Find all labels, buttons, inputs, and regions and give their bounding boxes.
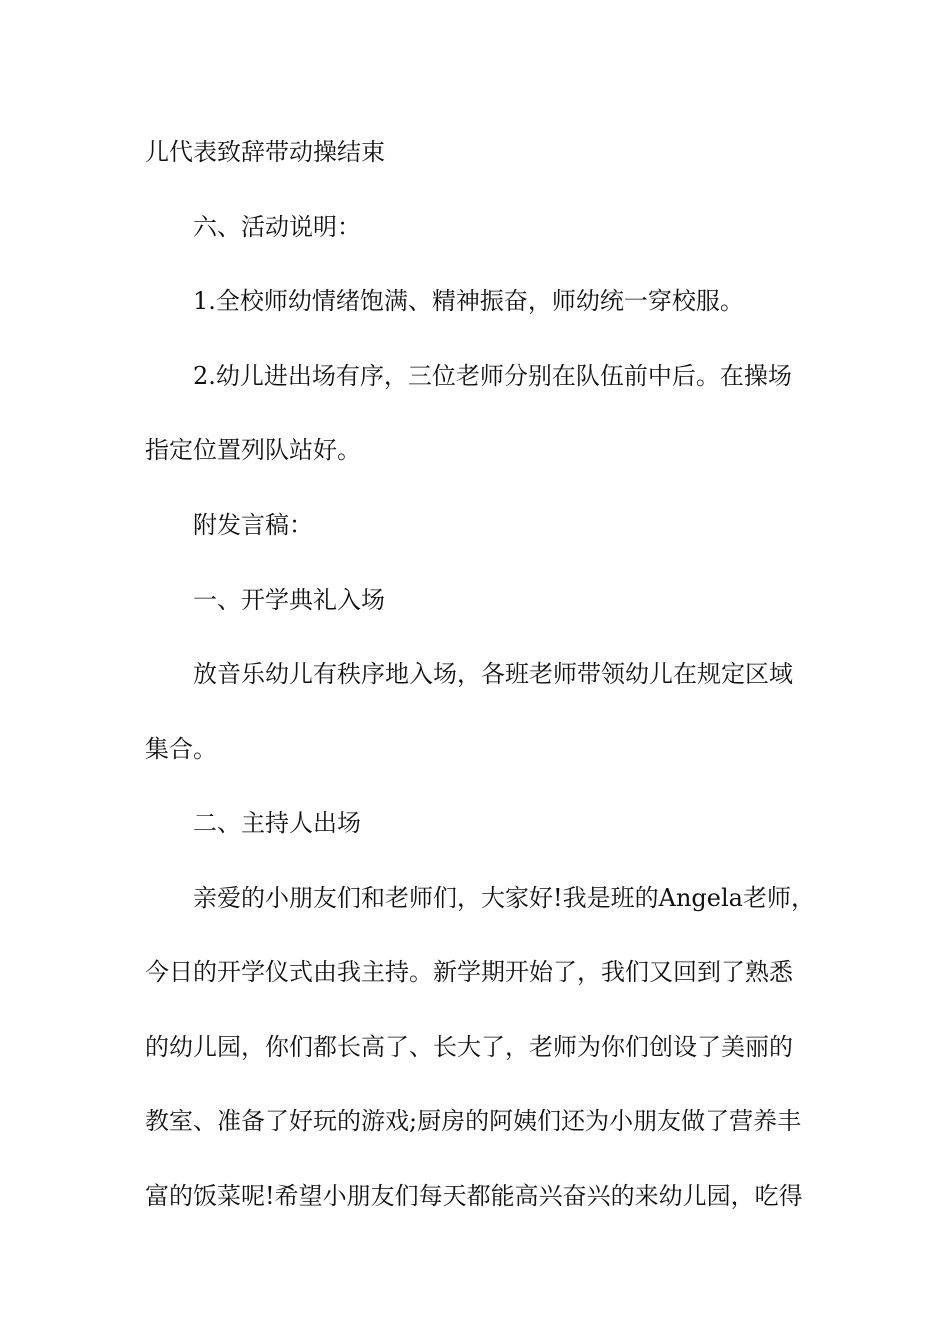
paragraph-entrance: 放音乐幼儿有秩序地入场，各班老师带领幼儿在规定区域 xyxy=(193,660,793,688)
paragraph-host-line-4: 教室、准备了好玩的游戏;厨房的阿姨们还为小朋友做了营养丰 xyxy=(145,1107,802,1135)
paragraph-host-line-2: 今日的开学仪式由我主持。新学期开始了，我们又回到了熟悉 xyxy=(145,958,793,986)
section-heading-speech: 附发言稿： xyxy=(193,511,313,539)
paragraph-host-line-5: 富的饭菜呢!希望小朋友们每天都能高兴奋兴的来幼儿园，吃得 xyxy=(145,1182,803,1210)
list-item-2-continued: 指定位置列队站好。 xyxy=(145,436,361,464)
list-item-1: 1.全校师幼情绪饱满、精神振奋，师幼统一穿校服。 xyxy=(193,287,744,315)
paragraph-host-line-3: 的幼儿园，你们都长高了、长大了，老师为你们创设了美丽的 xyxy=(145,1033,793,1061)
paragraph-host-line-1: 亲爱的小朋友们和老师们，大家好!我是班的Angela老师， xyxy=(193,884,815,912)
paragraph-entrance-continued: 集合。 xyxy=(145,735,217,763)
list-item-2: 2.幼儿进出场有序，三位老师分别在队伍前中后。在操场 xyxy=(193,362,792,390)
section-heading-activity-notes: 六、活动说明： xyxy=(193,213,361,241)
subheading-host: 二、主持人出场 xyxy=(193,809,361,837)
text-line-1: 儿代表致辞带动操结束 xyxy=(145,138,385,166)
subheading-entrance: 一、开学典礼入场 xyxy=(193,586,385,614)
